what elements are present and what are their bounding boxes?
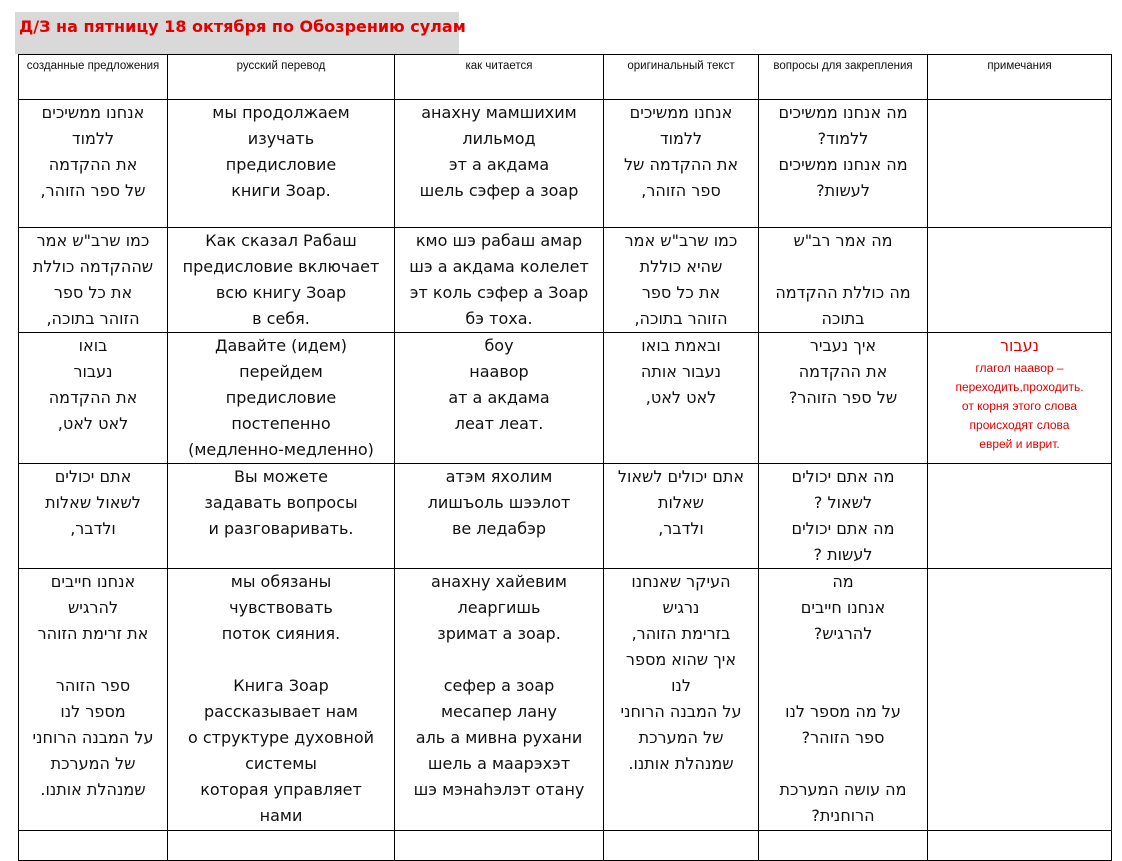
cell-translation xyxy=(168,100,395,228)
cell-line: לעשות ? xyxy=(813,545,873,564)
cell-original xyxy=(604,100,759,228)
cell-line: את ההקדמה xyxy=(798,362,888,381)
cell-line: шэ а акдама колелет xyxy=(409,257,589,276)
cell-line: ספר הזוהר, xyxy=(641,181,721,200)
cell-line: ללמוד? xyxy=(817,129,869,148)
cell-line: постепенно xyxy=(231,414,331,433)
cell-line xyxy=(171,647,391,673)
cell-line: נרגיש xyxy=(662,598,700,617)
cell-line: ולדבר, xyxy=(70,519,116,538)
cell-line: הרוחנית? xyxy=(811,806,875,825)
header-questions: вопросы для закрепления xyxy=(759,55,928,100)
title-bar xyxy=(15,12,466,54)
cell-line: ספר הזוהר xyxy=(55,676,131,695)
cell-line xyxy=(762,647,924,673)
cell-original xyxy=(604,464,759,569)
header-created: созданные предложения xyxy=(19,55,168,100)
cell-line: שמנהלת אותנו. xyxy=(628,754,734,773)
cell-translation xyxy=(168,333,395,464)
cell-line: предисловие xyxy=(225,155,337,174)
cell-line: сефер а зоар xyxy=(443,676,555,695)
cell-line: שהיא כוללת xyxy=(639,257,723,276)
cell-line: כמו שרב"ש אמר xyxy=(624,231,738,250)
cell-line: על מה מספר לנו xyxy=(785,702,901,721)
cell-line: анахну мамшихим xyxy=(421,103,577,122)
cell-line xyxy=(22,647,164,673)
cell-line: лильмод xyxy=(462,129,536,148)
cell-line: לשאול ? xyxy=(813,493,873,512)
cell-translation xyxy=(168,464,395,569)
cell-questions xyxy=(759,228,928,333)
cell-created xyxy=(19,333,168,464)
cell-line: של ספר הזוהר? xyxy=(788,388,898,407)
cell-line: לאט לאט, xyxy=(57,414,129,433)
cell-line: ве ледабэр xyxy=(451,519,547,538)
empty-cell xyxy=(168,831,395,861)
table-row xyxy=(19,569,1112,831)
cell-line: изучать xyxy=(247,129,315,148)
cell-questions xyxy=(759,333,928,464)
cell-line: אנחנו ממשיכים xyxy=(629,103,733,122)
note-word: נעבור xyxy=(999,336,1040,355)
cell-created xyxy=(19,464,168,569)
note-line: переходить,проходить. xyxy=(955,380,1084,394)
cell-line: מה אמר רב"ש xyxy=(793,231,893,250)
cell-reading xyxy=(395,333,604,464)
cell-line: кмо шэ рабаш амар xyxy=(415,231,583,250)
cell-line: лишъоль шээлот xyxy=(427,493,571,512)
page-title: Д/З на пятницу 18 октября по Обозрению сулам xyxy=(19,17,466,36)
cell-line: נעבור xyxy=(73,362,113,381)
cell-line: шель а маарэхэт xyxy=(427,754,571,773)
cell-line: שההקדמה כוללת xyxy=(32,257,154,276)
cell-line: להרגיש xyxy=(67,598,119,617)
empty-cell xyxy=(759,831,928,861)
header-notes: примечания xyxy=(928,55,1112,100)
cell-line xyxy=(398,647,600,673)
header-translation: русский перевод xyxy=(168,55,395,100)
cell-line: מספר לנו xyxy=(60,702,126,721)
cell-line: чувствовать xyxy=(229,598,333,617)
cell-line: книги Зоар. xyxy=(231,181,331,200)
cell-line: зримат а зоар. xyxy=(437,624,561,643)
cell-line: של המערכת xyxy=(638,728,724,747)
cell-line: נעבור אותה xyxy=(640,362,722,381)
cell-line: על המבנה הרוחני xyxy=(620,702,742,721)
cell-notes xyxy=(928,100,1112,228)
cell-line: של ספר הזוהר, xyxy=(40,181,146,200)
cell-line: איך נעביר xyxy=(809,336,877,355)
cell-line: аль а мивна рухани xyxy=(415,728,583,747)
cell-line xyxy=(762,254,924,280)
cell-line: перейдем xyxy=(239,362,323,381)
cell-line: מה אנחנו ממשיכים xyxy=(778,103,908,122)
note-line: глагол наавор – xyxy=(975,361,1064,375)
cell-translation xyxy=(168,569,395,831)
cell-notes xyxy=(928,228,1112,333)
cell-questions xyxy=(759,100,928,228)
cell-line: леаргишь xyxy=(457,598,541,617)
cell-reading xyxy=(395,228,604,333)
cell-line: боу xyxy=(484,336,514,355)
cell-line: העיקר שאנחנו xyxy=(631,572,731,591)
cell-line: предисловие включает xyxy=(182,257,380,276)
cell-line: לאט לאט, xyxy=(645,388,717,407)
vocabulary-table xyxy=(18,54,1112,861)
cell-line: ולדבר, xyxy=(658,519,704,538)
cell-line: מה אנחנו ממשיכים xyxy=(778,155,908,174)
cell-line: מה עושה המערכת xyxy=(779,780,907,799)
cell-line: Вы можете xyxy=(234,467,328,486)
cell-reading xyxy=(395,100,604,228)
cell-line: בואו xyxy=(78,336,108,355)
cell-line: мы обязаны xyxy=(230,572,332,591)
cell-created xyxy=(19,569,168,831)
cell-line xyxy=(762,673,924,699)
cell-line: שמנהלת אותנו. xyxy=(40,780,146,799)
table-row xyxy=(19,464,1112,569)
cell-line: системы xyxy=(245,754,317,773)
cell-line: בתוכה xyxy=(821,309,865,328)
cell-line: לעשות? xyxy=(816,181,870,200)
cell-line: הזוהר בתוכה, xyxy=(46,309,140,328)
cell-original xyxy=(604,569,759,831)
cell-line: איך שהוא מספר xyxy=(625,650,737,669)
cell-line: анахну хайевим xyxy=(431,572,567,591)
cell-reading xyxy=(395,464,604,569)
cell-line: предисловие xyxy=(225,388,337,407)
cell-line: леат леат. xyxy=(454,414,544,433)
cell-line: להרגיש? xyxy=(813,624,873,643)
cell-line: шель сэфер а зоар xyxy=(419,181,579,200)
cell-line: ובאמת בואו xyxy=(641,336,721,355)
cell-line: על המבנה הרוחני xyxy=(32,728,154,747)
cell-line: поток сияния. xyxy=(221,624,341,643)
empty-cell xyxy=(19,831,168,861)
cell-line: את ההקדמה xyxy=(48,388,138,407)
cell-line: של המערכת xyxy=(50,754,136,773)
cell-line: эт коль сэфер а Зоар xyxy=(409,283,589,302)
table-row xyxy=(19,333,1112,464)
cell-questions xyxy=(759,464,928,569)
cell-line: атэм яхолим xyxy=(445,467,553,486)
cell-line: наавор xyxy=(469,362,529,381)
cell-line: אנחנו חייבים xyxy=(800,598,886,617)
cell-line: מה xyxy=(832,572,854,591)
cell-line xyxy=(762,751,924,777)
empty-cell xyxy=(604,831,759,861)
cell-created xyxy=(19,228,168,333)
cell-line: אתם יכולים לשאול xyxy=(617,467,745,486)
cell-line: אנחנו חייבים xyxy=(50,572,136,591)
cell-reading xyxy=(395,569,604,831)
cell-line: את כל ספר xyxy=(53,283,133,302)
cell-original xyxy=(604,333,759,464)
cell-line: которая управляет xyxy=(200,780,362,799)
cell-notes xyxy=(928,464,1112,569)
cell-line: ат а акдама xyxy=(448,388,550,407)
note-line: происходят слова xyxy=(969,418,1070,432)
cell-line: бэ тоха. xyxy=(465,309,533,328)
cell-line: Книга Зоар xyxy=(233,676,329,695)
cell-line: в себя. xyxy=(252,309,310,328)
cell-line: шэ мэнаhэлэт отану xyxy=(413,780,585,799)
note-line: еврей и иврит. xyxy=(979,437,1060,451)
cell-line: לשאול שאלות xyxy=(45,493,141,512)
cell-line: שאלות xyxy=(658,493,704,512)
cell-line: мы продолжаем xyxy=(212,103,350,122)
cell-created xyxy=(19,100,168,228)
cell-line: Давайте (идем) xyxy=(214,336,348,355)
cell-original xyxy=(604,228,759,333)
cell-line: ללמוד xyxy=(71,129,115,148)
cell-line: לנו xyxy=(671,676,691,695)
cell-line: את זרימת הזוהר xyxy=(37,624,149,643)
cell-line: מה אתם יכולים xyxy=(791,519,895,538)
cell-line: ספר הזוהר? xyxy=(801,728,885,747)
empty-cell xyxy=(928,831,1112,861)
cell-line: מה אתם יכולים xyxy=(791,467,895,486)
cell-notes xyxy=(928,333,1112,464)
cell-line: את ההקדמה xyxy=(48,155,138,174)
cell-line: Как сказал Рабаш xyxy=(205,231,357,250)
cell-questions xyxy=(759,569,928,831)
cell-line: אתם יכולים xyxy=(54,467,132,486)
cell-line: מה כוללת ההקדמה xyxy=(775,283,911,302)
cell-line: нами xyxy=(259,806,303,825)
cell-translation xyxy=(168,228,395,333)
header-row xyxy=(19,55,1112,100)
cell-line: о структуре духовной xyxy=(187,728,375,747)
table-row xyxy=(19,100,1112,228)
cell-line: рассказывает нам xyxy=(204,702,358,721)
table-row-empty xyxy=(19,831,1112,861)
cell-line: את ההקדמה של xyxy=(623,155,739,174)
cell-line: всю книгу Зоар xyxy=(215,283,347,302)
table-row xyxy=(19,228,1112,333)
cell-line: בזרימת הזוהר, xyxy=(631,624,731,643)
cell-line: месапер лану xyxy=(440,702,558,721)
header-original: оригинальный текст xyxy=(604,55,759,100)
cell-line: אנחנו ממשיכים xyxy=(41,103,145,122)
cell-line: (медленно-медленно) xyxy=(188,440,374,459)
header-reading: как читается xyxy=(395,55,604,100)
cell-line: ללמוד xyxy=(659,129,703,148)
cell-line: и разговаривать. xyxy=(208,519,354,538)
note-line: от корня этого слова xyxy=(961,399,1078,413)
cell-line: את כל ספר xyxy=(641,283,721,302)
cell-line: задавать вопросы xyxy=(204,493,358,512)
cell-line: כמו שרב"ש אמר xyxy=(36,231,150,250)
cell-line: эт а акдама xyxy=(448,155,550,174)
cell-notes xyxy=(928,569,1112,831)
cell-line: הזוהר בתוכה, xyxy=(634,309,728,328)
empty-cell xyxy=(395,831,604,861)
